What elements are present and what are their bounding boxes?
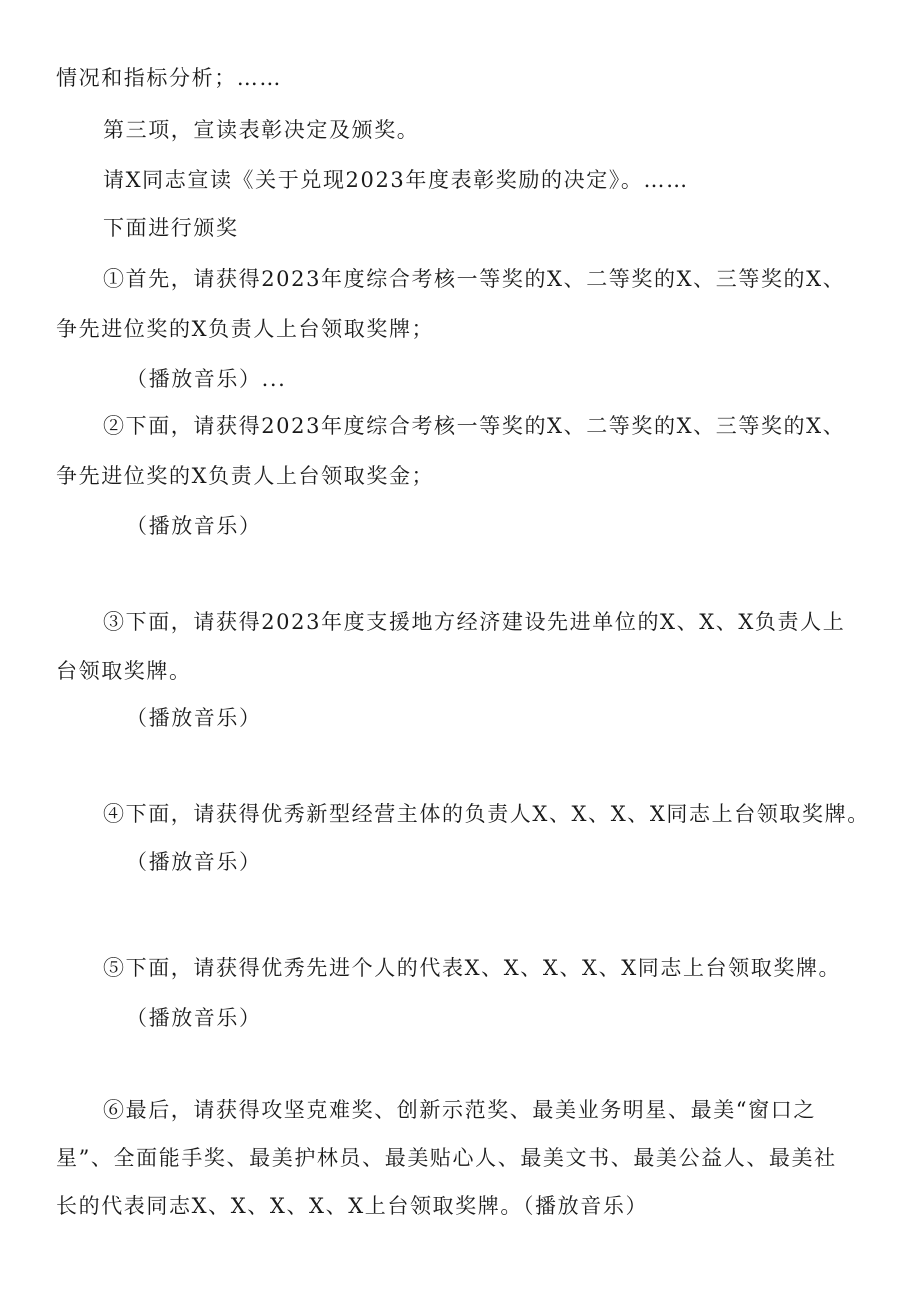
text-line: （播放音乐） (126, 514, 262, 538)
text-line: 第三项，宣读表彰决定及颁奖。 (103, 118, 420, 142)
text-line: （播放音乐） (126, 850, 262, 874)
text-line: ②下面，请获得2023年度综合考核一等奖的X、二等奖的X、三等奖的X、 (103, 414, 846, 438)
text-line: （播放音乐）... (126, 367, 287, 391)
text-line: ①首先，请获得2023年度综合考核一等奖的X、二等奖的X、三等奖的X、 (103, 267, 846, 291)
text-line: 情况和指标分析；…… (56, 66, 282, 90)
text-line: 请X同志宣读《关于兑现2023年度表彰奖励的决定》。…… (103, 168, 689, 192)
text-line: （播放音乐） (126, 1006, 262, 1030)
text-line: 争先进位奖的X负责人上台领取奖牌； (56, 317, 435, 341)
text-line: ④下面，请获得优秀新型经营主体的负责人X、X、X、X同志上台领取奖牌。 (103, 802, 870, 826)
text-line: 台领取奖牌。 (56, 659, 192, 683)
text-line: 争先进位奖的X负责人上台领取奖金； (56, 464, 435, 488)
text-line: 星”、全面能手奖、最美护林员、最美贴心人、最美文书、最美公益人、最美社 (56, 1146, 837, 1170)
text-line: ⑤下面，请获得优秀先进个人的代表X、X、X、X、X同志上台领取奖牌。 (103, 956, 842, 980)
text-line: 下面进行颁奖 (103, 216, 239, 240)
text-line: ⑥最后，请获得攻坚克难奖、创新示范奖、最美业务明星、最美“窗口之 (103, 1098, 816, 1122)
text-line: （播放音乐） (126, 706, 262, 730)
text-line: 长的代表同志X、X、X、X、X上台领取奖牌。（播放音乐） (56, 1194, 649, 1218)
text-line: ③下面，请获得2023年度支援地方经济建设先进单位的X、X、X负责人上 (103, 610, 846, 634)
